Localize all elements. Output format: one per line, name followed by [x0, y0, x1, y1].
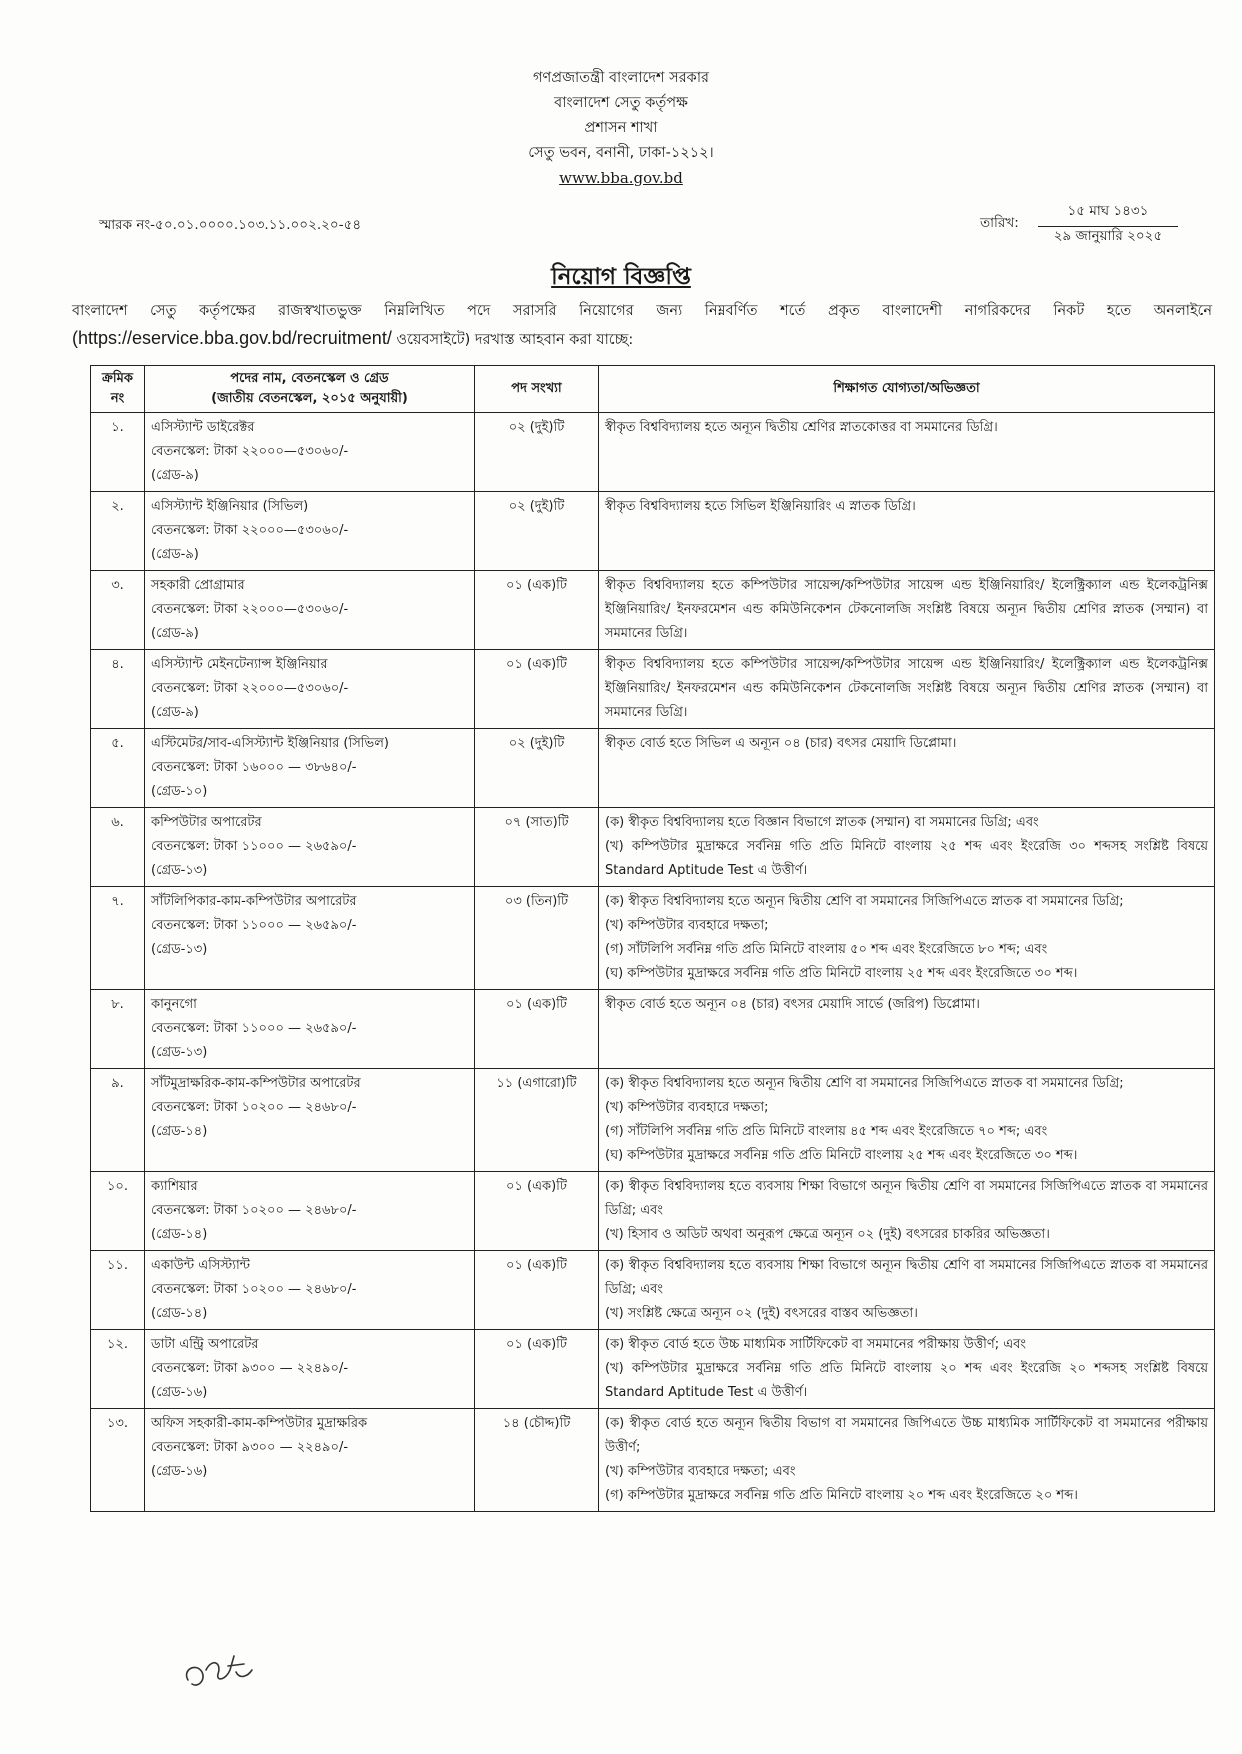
recruitment-url[interactable]: (https://eservice.bba.gov.bd/recruitment/: [72, 328, 392, 348]
qualification-cell: [599, 1172, 1215, 1251]
count-cell: ০১ (এক)টি: [475, 1172, 599, 1251]
qualification-cell: [599, 1409, 1215, 1512]
intro-text: বাংলাদেশ সেতু কর্তৃপক্ষের রাজস্বখাতভুক্ত নিম্নলিখিত পদে সরাসরি নিয়োগের জন্য নিম্নবর্ণিত শর্তে প্রকৃত বাংলাদেশী নাগরিকদের নিকট হতে অনলাইনে: [72, 303, 1212, 319]
post-grade: (গ্রেড-১৩): [151, 942, 208, 957]
serial-cell: ৩.: [91, 571, 145, 650]
branch-name: প্রশাসন শাখা: [584, 120, 658, 136]
qualification-cell: [599, 887, 1215, 990]
table-body: [91, 413, 1215, 1512]
qualification-cell: [599, 492, 1215, 571]
post-scale: বেতনস্কেল: টাকা ১১০০০ — ২৬৫৯০/-: [151, 918, 357, 933]
table-row: [91, 1251, 1215, 1330]
post-grade: (গ্রেড-১৪): [151, 1227, 208, 1242]
count-cell: ০৩ (তিন)টি: [475, 887, 599, 990]
count-cell: ০১ (এক)টি: [475, 990, 599, 1069]
qualification-cell: [599, 650, 1215, 729]
post-grade: (গ্রেড-১৩): [151, 1045, 208, 1060]
post-cell: [145, 1172, 475, 1251]
post-cell: [145, 571, 475, 650]
serial-cell: ১২.: [91, 1330, 145, 1409]
post-scale: বেতনস্কেল: টাকা ৯৩০০ — ২২৪৯০/-: [151, 1361, 349, 1376]
post-grade: (গ্রেড-১৪): [151, 1124, 208, 1139]
post-scale: বেতনস্কেল: টাকা ১৬০০০ — ৩৮৬৪০/-: [151, 760, 357, 775]
post-cell: [145, 1330, 475, 1409]
post-grade: (গ্রেড-১৬): [151, 1464, 208, 1479]
post-grade: (গ্রেড-৯): [151, 468, 199, 483]
qualification-line: (ক) স্বীকৃত বিশ্ববিদ্যালয় হতে ব্যবসায় শিক্ষা বিভাগে অন্যূন দ্বিতীয় শ্রেণি বা সমমানের সিজিপিএতে স্নাতক বা সমমানের ডিগ্রি; এবং: [605, 1258, 1208, 1297]
date-english: ২৯ জানুয়ারি ২০২৫: [1053, 228, 1163, 244]
post-cell: [145, 808, 475, 887]
post-grade: (গ্রেড-১৪): [151, 1306, 208, 1321]
table-row: [91, 887, 1215, 990]
qualification-line: (গ) সাঁটলিপি সর্বনিম্ন গতি প্রতি মিনিটে বাংলায় ৪৫ শব্দ এবং ইংরেজিতে ৭০ শব্দ; এবং: [605, 1124, 1048, 1139]
qualification-line: (খ) কম্পিউটার ব্যবহারে দক্ষতা;: [605, 918, 769, 933]
signature-mark: [178, 1640, 268, 1700]
serial-cell: ৬.: [91, 808, 145, 887]
government-name: গণপ্রজাতন্ত্রী বাংলাদেশ সরকার: [532, 70, 709, 86]
qualification-cell: [599, 808, 1215, 887]
authority-name: বাংলাদেশ সেতু কর্তৃপক্ষ: [554, 95, 688, 111]
job-table: [90, 365, 1215, 1512]
header-post-title: পদের নাম, বেতনস্কেল ও গ্রেড: [230, 371, 389, 386]
date-label: তারিখ:: [980, 215, 1019, 231]
qualification-cell: [599, 571, 1215, 650]
header-qualification: শিক্ষাগত যোগ্যতা/অভিজ্ঞতা: [599, 366, 1215, 413]
post-name: এসিস্ট্যান্ট ইঞ্জিনিয়ার (সিভিল): [151, 499, 309, 514]
post-scale: বেতনস্কেল: টাকা ১১০০০ — ২৬৫৯০/-: [151, 1021, 357, 1036]
post-grade: (গ্রেড-১৬): [151, 1385, 208, 1400]
table-row: [91, 1172, 1215, 1251]
qualification-line: স্বীকৃত বিশ্ববিদ্যালয় হতে অন্যূন দ্বিতীয় শ্রেণির স্নাতকোত্তর বা সমমানের ডিগ্রি।: [605, 420, 998, 435]
count-cell: ১১ (এগারো)টি: [475, 1069, 599, 1172]
qualification-line: (খ) কম্পিউটার ব্যবহারে দক্ষতা;: [605, 1100, 769, 1115]
count-cell: ০১ (এক)টি: [475, 1251, 599, 1330]
header-post: [145, 366, 475, 413]
count-cell: ০১ (এক)টি: [475, 571, 599, 650]
count-cell: ০১ (এক)টি: [475, 1330, 599, 1409]
table-row: [91, 1069, 1215, 1172]
count-cell: ০২ (দুই)টি: [475, 729, 599, 808]
serial-cell: ১০.: [91, 1172, 145, 1251]
table-row: [91, 1330, 1215, 1409]
count-cell: ০৭ (সাত)টি: [475, 808, 599, 887]
qualification-line: স্বীকৃত বোর্ড হতে অন্যূন ০৪ (চার) বৎসর মেয়াদি সার্ভে (জরিপ) ডিপ্লোমা।: [605, 997, 980, 1012]
post-scale: বেতনস্কেল: টাকা ৯৩০০ — ২২৪৯০/-: [151, 1440, 349, 1455]
serial-cell: ১৩.: [91, 1409, 145, 1512]
post-name: একাউন্ট এসিস্ট্যান্ট: [151, 1258, 251, 1273]
post-grade: (গ্রেড-১০): [151, 784, 208, 799]
qualification-cell: [599, 990, 1215, 1069]
page-title: নিয়োগ বিজ্ঞপ্তি: [551, 264, 691, 290]
qualification-cell: [599, 729, 1215, 808]
qualification-line: স্বীকৃত বোর্ড হতে সিভিল এ অন্যূন ০৪ (চার) বৎসর মেয়াদি ডিপ্লোমা।: [605, 736, 957, 751]
table-header-row: [91, 366, 1215, 413]
post-grade: (গ্রেড-৯): [151, 547, 199, 562]
post-name: কানুনগো: [151, 997, 197, 1012]
post-name: এসিস্ট্যান্ট মেইনটেন্যান্স ইঞ্জিনিয়ার: [151, 657, 328, 672]
qualification-line: (ক) স্বীকৃত বিশ্ববিদ্যালয় হতে অন্যূন দ্বিতীয় শ্রেণি বা সমমানের সিজিপিএতে স্নাতক বা সমমানের ডিগ্রি;: [605, 894, 1124, 909]
qualification-line: (খ) সংশ্লিষ্ট ক্ষেত্রে অন্যূন ০২ (দুই) বৎসরের বাস্তব অভিজ্ঞতা।: [605, 1306, 918, 1321]
serial-cell: ১১.: [91, 1251, 145, 1330]
qualification-line: (খ) কম্পিউটার ব্যবহারে দক্ষতা; এবং: [605, 1464, 796, 1479]
qualification-cell: [599, 1330, 1215, 1409]
post-name: সাঁটমুদ্রাক্ষরিক-কাম-কম্পিউটার অপারেটর: [151, 1076, 361, 1091]
post-cell: [145, 650, 475, 729]
post-cell: [145, 1409, 475, 1512]
count-cell: ০২ (দুই)টি: [475, 492, 599, 571]
serial-cell: ৯.: [91, 1069, 145, 1172]
post-grade: (গ্রেড-৯): [151, 626, 199, 641]
serial-cell: ৪.: [91, 650, 145, 729]
header-serial: ক্রমিক নং: [91, 366, 145, 413]
website-link[interactable]: www.bba.gov.bd: [559, 169, 683, 187]
serial-cell: ৭.: [91, 887, 145, 990]
serial-cell: ৮.: [91, 990, 145, 1069]
post-grade: (গ্রেড-৯): [151, 705, 199, 720]
qualification-cell: [599, 413, 1215, 492]
post-scale: বেতনস্কেল: টাকা ২২০০০—৫৩০৬০/-: [151, 602, 349, 617]
post-scale: বেতনস্কেল: টাকা ১০২০০ — ২৪৬৮০/-: [151, 1100, 357, 1115]
post-cell: [145, 1251, 475, 1330]
table-row: [91, 492, 1215, 571]
qualification-line: স্বীকৃত বিশ্ববিদ্যালয় হতে কম্পিউটার সায়েন্স/কম্পিউটার সায়েন্স এন্ড ইঞ্জিনিয়ারিং/ ইলেক্ট্রিক্যাল এন্ড ইলেকট্রনিক্স ইঞ্জিনিয়ারিং/ ইনফরমেশন এন্ড কমিউনিকেশন টেকনোলজি সংশ্লিষ্ট বিষয়ে অন্যূন দ্বিতীয় শ্রেণির স্নাতক (সম্মান) বা সমমানের ডিগ্রি।: [605, 657, 1208, 720]
qualification-line: (ক) স্বীকৃত বোর্ড হতে অন্যূন দ্বিতীয় বিভাগ বা সমমানের জিপিএতে উচ্চ মাধ্যমিক সার্টিফিকেট বা সমমানের পরীক্ষায় উত্তীর্ণ;: [605, 1416, 1208, 1455]
intro-paragraph: [72, 298, 1212, 354]
post-name: এসিস্ট্যান্ট ডাইরেক্টর: [151, 420, 255, 435]
post-cell: [145, 1069, 475, 1172]
serial-cell: ৫.: [91, 729, 145, 808]
intro-tail: ওয়েবসাইটে) দরখাস্ত আহবান করা যাচ্ছে:: [391, 332, 634, 348]
address: সেতু ভবন, বনানী, ঢাকা-১২১২।: [528, 145, 714, 161]
header-count: পদ সংখ্যা: [475, 366, 599, 413]
post-scale: বেতনস্কেল: টাকা ১১০০০ — ২৬৫৯০/-: [151, 839, 357, 854]
post-cell: [145, 492, 475, 571]
table-row: [91, 990, 1215, 1069]
post-grade: (গ্রেড-১৩): [151, 863, 208, 878]
qualification-line: (খ) কম্পিউটার মুদ্রাক্ষরে সর্বনিম্ন গতি প্রতি মিনিটে বাংলায় ২৫ শব্দ এবং ইংরেজি ৩০ শব্দসহ সংশ্লিষ্ট বিষয়ে Standard Aptitude Test এ উত্তীর্ণ।: [605, 839, 1208, 878]
post-name: কম্পিউটার অপারেটর: [151, 815, 262, 830]
qualification-line: (গ) সাঁটলিপি সর্বনিম্ন গতি প্রতি মিনিটে বাংলায় ৫০ শব্দ এবং ইংরেজিতে ৮০ শব্দ; এবং: [605, 942, 1048, 957]
table-row: [91, 413, 1215, 492]
post-cell: [145, 990, 475, 1069]
qualification-line: (খ) হিসাব ও অডিট অথবা অনুরূপ ক্ষেত্রে অন্যূন ০২ (দুই) বৎসরের চাকরির অভিজ্ঞতা।: [605, 1227, 1050, 1242]
post-name: এস্টিমেটর/সাব-এসিস্ট্যান্ট ইঞ্জিনিয়ার (সিভিল): [151, 736, 389, 751]
signature: [178, 1640, 268, 1704]
header-post-sub: (জাতীয় বেতনস্কেল, ২০১৫ অনুযায়ী): [211, 391, 408, 406]
post-name: ডাটা এন্ট্রি অপারেটর: [151, 1337, 259, 1352]
letterhead: [0, 66, 1242, 191]
qualification-cell: [599, 1251, 1215, 1330]
post-scale: বেতনস্কেল: টাকা ১০২০০ — ২৪৬৮০/-: [151, 1203, 357, 1218]
post-name: সহকারী প্রোগ্রামার: [151, 578, 245, 593]
post-scale: বেতনস্কেল: টাকা ১০২০০ — ২৪৬৮০/-: [151, 1282, 357, 1297]
count-cell: ১৪ (চৌদ্দ)টি: [475, 1409, 599, 1512]
post-name: অফিস সহকারী-কাম-কম্পিউটার মুদ্রাক্ষরিক: [151, 1416, 368, 1431]
post-cell: [145, 729, 475, 808]
qualification-cell: [599, 1069, 1215, 1172]
memo-number: স্মারক নং-৫০.০১.০০০০.১০৩.১১.০০২.২০-৫৪: [99, 217, 362, 233]
post-scale: বেতনস্কেল: টাকা ২২০০০—৫৩০৬০/-: [151, 681, 349, 696]
qualification-line: (ঘ) কম্পিউটার মুদ্রাক্ষরে সর্বনিম্ন গতি প্রতি মিনিটে বাংলায় ২৫ শব্দ এবং ইংরেজিতে ৩০ শব্দ।: [605, 1148, 1078, 1163]
table-row: [91, 650, 1215, 729]
table-row: [91, 729, 1215, 808]
post-name: ক্যাশিয়ার: [151, 1179, 198, 1194]
qualification-line: (ঘ) কম্পিউটার মুদ্রাক্ষরে সর্বনিম্ন গতি প্রতি মিনিটে বাংলায় ২৫ শব্দ এবং ইংরেজিতে ৩০ শব্দ।: [605, 966, 1078, 981]
post-scale: বেতনস্কেল: টাকা ২২০০০—৫৩০৬০/-: [151, 444, 349, 459]
count-cell: ০১ (এক)টি: [475, 650, 599, 729]
qualification-line: (ক) স্বীকৃত বিশ্ববিদ্যালয় হতে অন্যূন দ্বিতীয় শ্রেণি বা সমমানের সিজিপিএতে স্নাতক বা সমমানের ডিগ্রি;: [605, 1076, 1124, 1091]
qualification-line: (গ) কম্পিউটার মুদ্রাক্ষরে সর্বনিম্ন গতি প্রতি মিনিটে বাংলায় ২০ শব্দ এবং ইংরেজিতে ২০ শব্দ।: [605, 1488, 1078, 1503]
serial-cell: ২.: [91, 492, 145, 571]
table-row: [91, 808, 1215, 887]
table-row: [91, 571, 1215, 650]
post-scale: বেতনস্কেল: টাকা ২২০০০—৫৩০৬০/-: [151, 523, 349, 538]
qualification-line: স্বীকৃত বিশ্ববিদ্যালয় হতে কম্পিউটার সায়েন্স/কম্পিউটার সায়েন্স এন্ড ইঞ্জিনিয়ারিং/ ইলেক্ট্রিক্যাল এন্ড ইলেকট্রনিক্স ইঞ্জিনিয়ারিং/ ইনফরমেশন এন্ড কমিউনিকেশন টেকনোলজি সংশ্লিষ্ট বিষয়ে অন্যূন দ্বিতীয় শ্রেণির স্নাতক (সম্মান) বা সমমানের ডিগ্রি।: [605, 578, 1208, 641]
post-cell: [145, 887, 475, 990]
qualification-line: (ক) স্বীকৃত বিশ্ববিদ্যালয় হতে বিজ্ঞান বিভাগে স্নাতক (সম্মান) বা সমমানের ডিগ্রি; এবং: [605, 815, 1039, 830]
count-cell: ০২ (দুই)টি: [475, 413, 599, 492]
qualification-line: (ক) স্বীকৃত বিশ্ববিদ্যালয় হতে ব্যবসায় শিক্ষা বিভাগে অন্যূন দ্বিতীয় শ্রেণি বা সমমানের সিজিপিএতে স্নাতক বা সমমানের ডিগ্রি; এবং: [605, 1179, 1208, 1218]
qualification-line: স্বীকৃত বিশ্ববিদ্যালয় হতে সিভিল ইঞ্জিনিয়ারিং এ স্নাতক ডিগ্রি।: [605, 499, 916, 514]
qualification-line: (খ) কম্পিউটার মুদ্রাক্ষরে সর্বনিম্ন গতি প্রতি মিনিটে বাংলায় ২০ শব্দ এবং ইংরেজি ২০ শব্দসহ সংশ্লিষ্ট বিষয়ে Standard Aptitude Test এ উত্তীর্ণ।: [605, 1361, 1208, 1400]
post-name: সাঁটলিপিকার-কাম-কম্পিউটার অপারেটর: [151, 894, 357, 909]
table-row: [91, 1409, 1215, 1512]
qualification-line: (ক) স্বীকৃত বোর্ড হতে উচ্চ মাধ্যমিক সার্টিফিকেট বা সমমানের পরীক্ষায় উত্তীর্ণ; এবং: [605, 1337, 1026, 1352]
date-bangla: ১৫ মাঘ ১৪৩১: [1038, 200, 1178, 227]
serial-cell: ১.: [91, 413, 145, 492]
post-cell: [145, 413, 475, 492]
